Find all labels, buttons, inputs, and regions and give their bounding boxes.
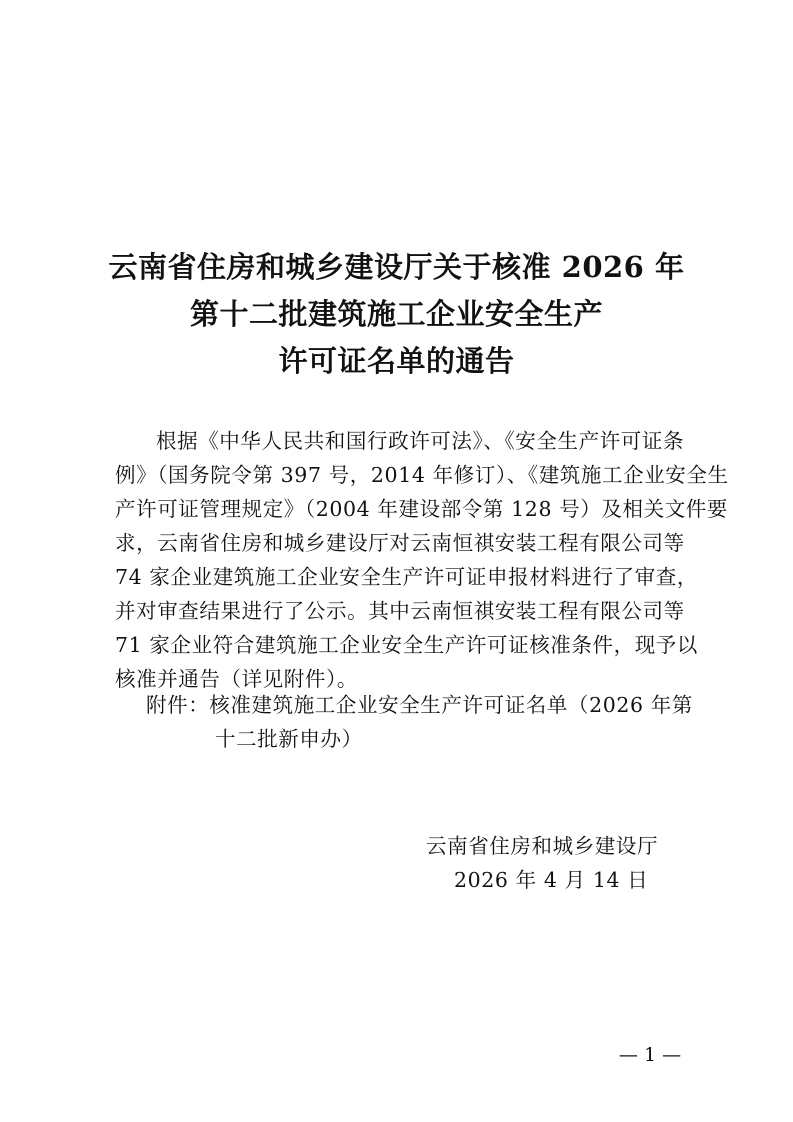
body-line: 例》（国务院令第 397 号，2014 年修订）、《建筑施工企业安全生: [115, 463, 729, 487]
title-line: 许可证名单的通告: [278, 344, 515, 378]
body-line: 74 家企业建筑施工企业安全生产许可证申报材料进行了审查，: [115, 565, 698, 589]
issue-date: 2026 年 4 月 14 日: [454, 868, 649, 892]
title-line: 云南省住房和城乡建设厅关于核准 2026 年: [108, 250, 685, 284]
document-title: [0, 244, 793, 385]
body-line: 71 家企业符合建筑施工企业安全生产许可证核准条件，现予以: [115, 633, 698, 657]
page-number: — 1 —: [618, 1044, 682, 1066]
body-line: 产许可证管理规定》（2004 年建设部令第 128 号）及相关文件要: [115, 497, 728, 521]
body-paragraph: [115, 424, 729, 696]
body-line: 求，云南省住房和城乡建设厅对云南恒祺安装工程有限公司等: [115, 531, 685, 555]
body-line: 并对审查结果进行了公示。其中云南恒祺安装工程有限公司等: [115, 599, 685, 623]
attachment-line: 附件：核准建筑施工企业安全生产许可证名单（2026 年第: [146, 693, 693, 717]
attachment-line: 十二批新申办）: [215, 727, 363, 751]
signature-block: [420, 829, 700, 897]
issuing-organization: 云南省住房和城乡建设厅: [426, 834, 659, 858]
body-line: 核准并通告（详见附件）。: [115, 667, 358, 691]
attachment-note: [115, 688, 715, 756]
title-line: 第十二批建筑施工企业安全生产: [189, 297, 603, 331]
body-line: 根据《中华人民共和国行政许可法》、《安全生产许可证条: [156, 429, 685, 453]
